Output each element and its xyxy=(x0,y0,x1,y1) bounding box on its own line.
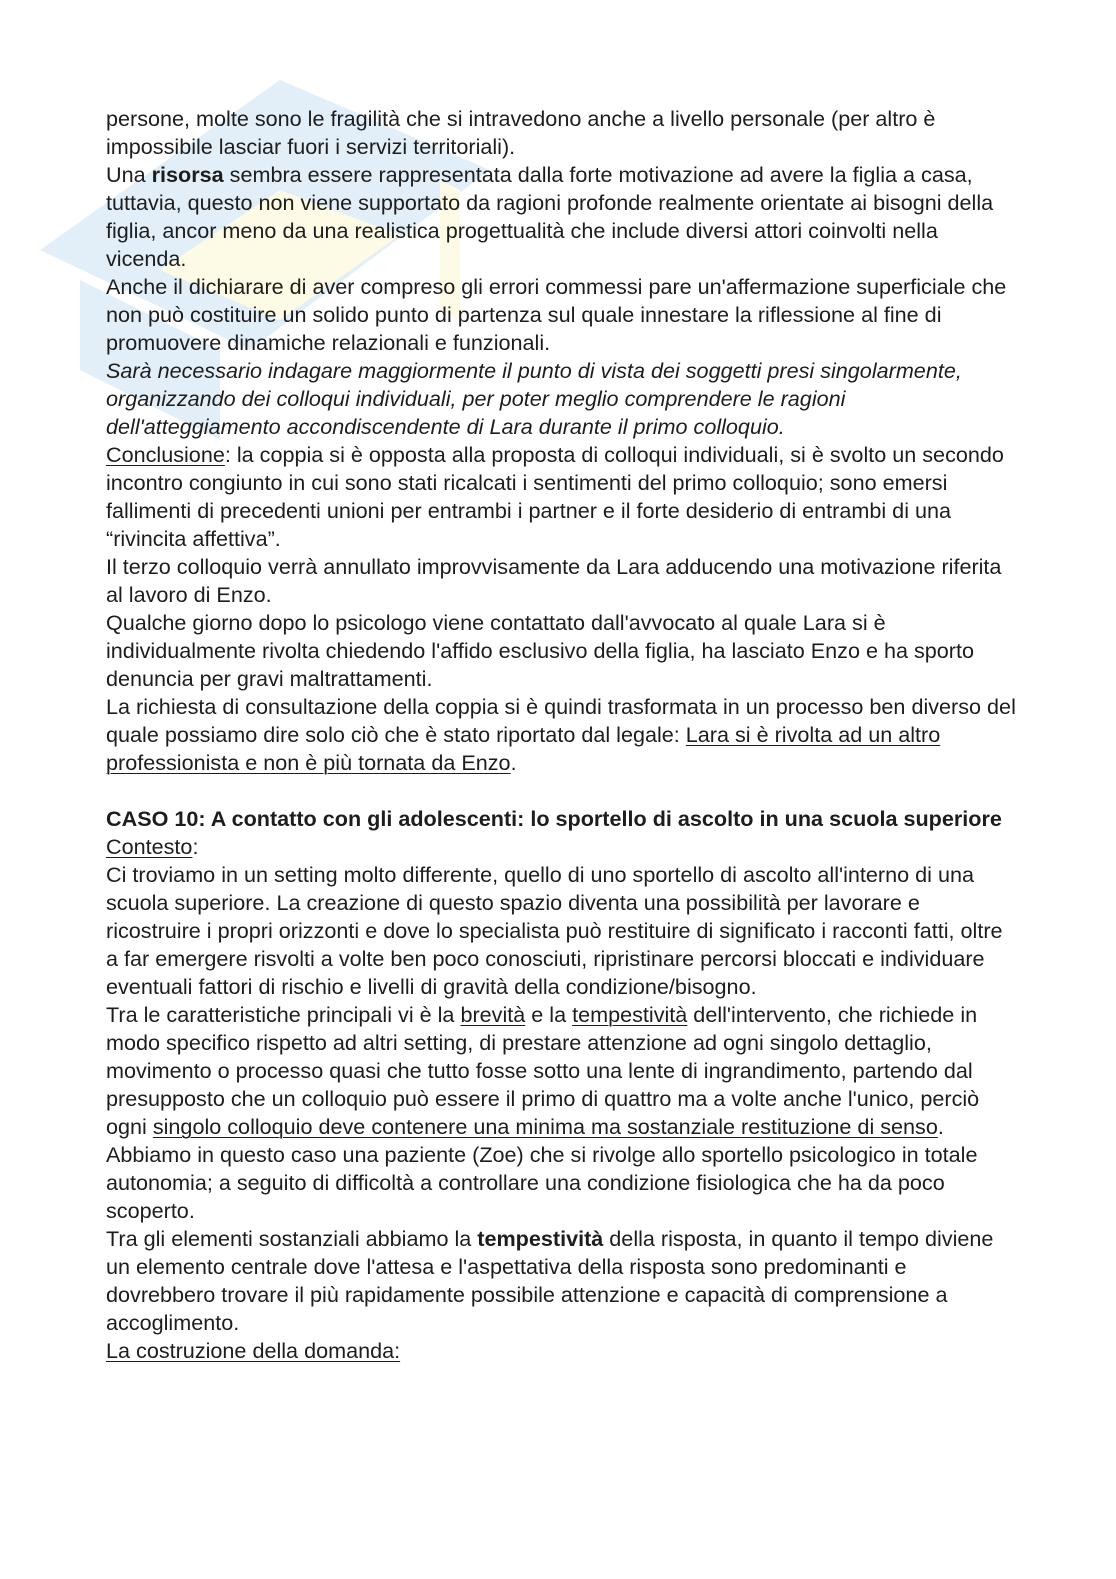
paragraph-10 xyxy=(106,1001,1016,1141)
paragraph-10-c: e la xyxy=(525,1002,573,1027)
paragraph-8-end: . xyxy=(510,750,517,775)
paragraph-9: Ci troviamo in un setting molto differente, quello di uno sportello di ascolto all'interno di una scuola superiore. La creazione di questo spazio diventa una possibilità per lavorare e ricostruire i propri orizzonti e dove lo specialista può restituire di significato i racconti fatti, oltre a far emergere risvolti a volte ben poco conosciuti, ripristinare percorsi bloccati e individuare eventuali fattori di rischio e livelli di gravità della condizione/bisogno. xyxy=(106,862,1003,999)
underlined-singolo-colloquio: singolo colloquio deve contenere una minima ma sostanziale restituzione di senso xyxy=(152,1114,938,1139)
paragraph-4-italic: Sarà necessario indagare maggiormente il punto di vista dei soggetti presi singolarmente, organizzando dei colloqui individuali, per poter meglio comprendere le ragioni dell'atteggiamento accondiscendente di Lara durante il primo colloquio. xyxy=(106,358,962,439)
paragraph-2-start: Una xyxy=(106,162,152,187)
paragraph-8-start: La richiesta di consultazione della coppia si è quindi trasformata in un processo ben diverso del quale possiamo dire solo ciò che è stato riportato dal legale: xyxy=(106,694,1016,747)
paragraph-2 xyxy=(106,161,1016,273)
paragraph-8 xyxy=(106,693,1016,777)
paragraph-5-rest: : la coppia si è opposta alla proposta di colloqui individuali, si è svolto un secondo incontro congiunto in cui sono stati ricalcati i sentimenti del primo colloquio; sono emersi fallimenti di precedenti unioni per entrambi i partner e il forte desiderio di entrambi di una “rivincita affettiva”. xyxy=(106,442,1004,551)
paragraph-12-a: Tra gli elementi sostanziali abbiamo la xyxy=(106,1226,478,1251)
bold-risorsa: risorsa xyxy=(151,162,224,187)
paragraph-10-e: dell'intervento, che richiede in modo specifico rispetto ad altri setting, di prestare attenzione ad ogni singolo dettaglio, movimento o processo quasi che tutto fosse sotto una lente di ingrandimento, partendo dal presupposto che un colloquio può essere il primo di quattro ma a volte anche l'unico, perciò ogni xyxy=(106,1002,980,1139)
paragraph-6: Il terzo colloquio verrà annullato improvvisamente da Lara adducendo una motivazione riferita al lavoro di Enzo. xyxy=(106,554,1002,607)
paragraph-5 xyxy=(106,441,1016,553)
paragraph-10-a: Tra le caratteristiche principali vi è la xyxy=(106,1002,461,1027)
bold-tempestivita: tempestività xyxy=(477,1226,604,1251)
paragraph-11: Abbiamo in questo caso una paziente (Zoe) che si rivolge allo sportello psicologico in totale autonomia; a seguito di difficoltà a controllare una condizione fisiologica che ha da poco scoperto. xyxy=(106,1142,978,1223)
underlined-brevita: brevità xyxy=(460,1002,526,1027)
document-page xyxy=(106,105,1016,1365)
paragraph-1: persone, molte sono le fragilità che si intravedono anche a livello personale (per altro è impossibile lasciar fuori i servizi territoriali). xyxy=(106,106,936,159)
paragraph-3: Anche il dichiarare di aver compreso gli errori commessi pare un'affermazione superficiale che non può costituire un solido punto di partenza sul quale innestare la riflessione al fine di promuovere dinamiche relazionali e funzionali. xyxy=(106,274,1007,355)
paragraph-10-g: . xyxy=(937,1114,944,1139)
contesto-line xyxy=(106,833,1016,861)
contesto-label: Contesto xyxy=(106,834,193,859)
case-10-heading: CASO 10: A contatto con gli adolescenti: lo sportello di ascolto in una scuola superiore xyxy=(106,806,1002,831)
contesto-colon: : xyxy=(192,834,199,859)
paragraph-2-rest: sembra essere rappresentata dalla forte motivazione ad avere la figlia a casa, tuttavia, questo non viene supportato da ragioni profonde realmente orientate ai bisogni della figlia, ancor meno da una realistica progettualità che include diversi attori coinvolti nella vicenda. xyxy=(106,162,994,271)
conclusione-label: Conclusione xyxy=(106,442,225,467)
paragraph-7: Qualche giorno dopo lo psicologo viene contattato dall'avvocato al quale Lara si è individualmente rivolta chiedendo l'affido esclusivo della figlia, ha lasciato Enzo e ha sporto denuncia per gravi maltrattamenti. xyxy=(106,610,974,691)
paragraph-12 xyxy=(106,1225,1016,1337)
blank-line xyxy=(106,777,1016,805)
costruzione-domanda-heading: La costruzione della domanda: xyxy=(106,1338,401,1363)
paragraph-12-c: della risposta, in quanto il tempo diviene un elemento centrale dove l'attesa e l'aspettativa della risposta sono predominanti e dovrebbero trovare il più rapidamente possibile attenzione e capacità di comprensione a accoglimento. xyxy=(106,1226,994,1335)
paragraph-8-underlined: Lara si è rivolta ad un altro professionista e non è più tornata da Enzo xyxy=(106,722,941,775)
underlined-tempestivita: tempestività xyxy=(572,1002,688,1027)
